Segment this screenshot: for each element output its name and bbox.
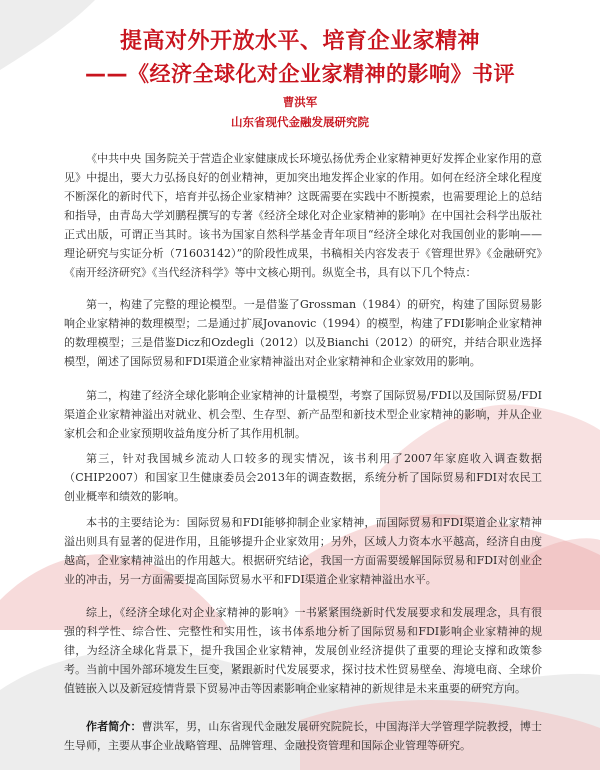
author-bio: [64, 717, 542, 755]
author-bio-text: 曹洪军，男，山东省现代金融发展研究院院长，中国海洋大学管理学院教授，博士生导师，主要从事企业战略管理、品牌管理、金融投资管理和国际企业管理等研究。: [64, 720, 542, 752]
paragraph-feature-3: 第三，针对我国城乡流动人口较多的现实情况，该书利用了2007年家庭收入调查数据（CHIP2007）和国家卫生健康委员会2013年的调查数据，系统分析了国际贸易和FDI对农民工创业概率和绩效的影响。: [64, 452, 542, 503]
paragraph-summary: 综上，《经济全球化对企业家精神的影响》一书紧紧围绕新时代发展要求和发展理念，具有很强的科学性、综合性、完整性和实用性，该书体系地分析了国际贸易和FDI影响企业家精神的规律，为经济全球化背景下，提升我国企业家精神，发展创业经济提供了重要的理论支撑和政策参考。当前中国外部环境发生巨变，紧跟新时代发展要求，探讨技术性贸易壁垒、海境电商、全球价值链嵌入以及新冠疫情背景下贸易冲击等因素影响企业家精神的新规律是未来重要的研究方向。: [64, 606, 542, 695]
author-bio-label: 作者简介：: [86, 720, 142, 733]
paragraph-intro: 《中共中央 国务院关于营造企业家健康成长环境弘扬优秀企业家精神更好发挥企业家作用的意见》中提出，要大力弘扬良好的创业精神，更加突出地发挥企业家的作用。如何在经济全球化程度不断深化的新时代下，培育并弘扬企业家精神？这既需要在实践中不断摸索，也需要理论上的总结和指导，由青岛大学刘鹏程撰写的专著《经济全球化对企业家精神的影响》在中国社会科学出版社正式出版，可谓正当其时。该书为国家自然科学基金青年项目“经济全球化对我国创业的影响——理论研究与实证分析（71603142）”的阶段性成果，书稿相关内容发表于《管理世界》《金融研究》《南开经济研究》《当代经济科学》等中文核心期刊。纵览全书，具有以下几个特点：: [64, 152, 542, 279]
title-line-1: 提高对外开放水平、培育企业家精神: [119, 29, 480, 54]
paragraph-feature-1: 第一，构建了完整的理论模型。一是借鉴了Grossman（1984）的研究，构建了国际贸易影响企业家精神的数理模型；二是通过扩展Jovanovic（1994）的模型，构建了FDI影响企业家精神的数理模型；三是借鉴Dicz和Ozdegli（2012）以及Bianchi（2012）的研究，并结合职业选择模型，阐述了国际贸易和FDI渠道企业家精神溢出对企业家精神和企业家效用的影响。: [64, 298, 542, 368]
paragraph-conclusions: 本书的主要结论为：国际贸易和FDI能够抑制企业家精神，而国际贸易和FDI渠道企业家精神溢出则具有显著的促进作用，且能够提升企业家效用；另外，区域人力资本水平越高，经济自由度越高，企业家精神溢出的作用越大。根据研究结论，我国一方面需要缓解国际贸易和FDI对创业企业的冲击，另一方面需要提高国际贸易水平和FDI渠道企业家精神溢出水平。: [64, 516, 542, 586]
paragraph-feature-2: 第二，构建了经济全球化影响企业家精神的计量模型，考察了国际贸易/FDI以及国际贸易/FDI渠道企业家精神溢出对就业、机会型、生存型、新产品型和新技术型企业家精神的影响，并从企业家机会和企业家预期收益角度分析了其作用机制。: [64, 389, 543, 440]
author-name: 曹洪军: [282, 95, 318, 109]
title-line-2: ——《经济全球化对企业家精神的影响》书评: [85, 62, 515, 86]
author-affiliation: 山东省现代金融发展研究院: [231, 115, 369, 129]
